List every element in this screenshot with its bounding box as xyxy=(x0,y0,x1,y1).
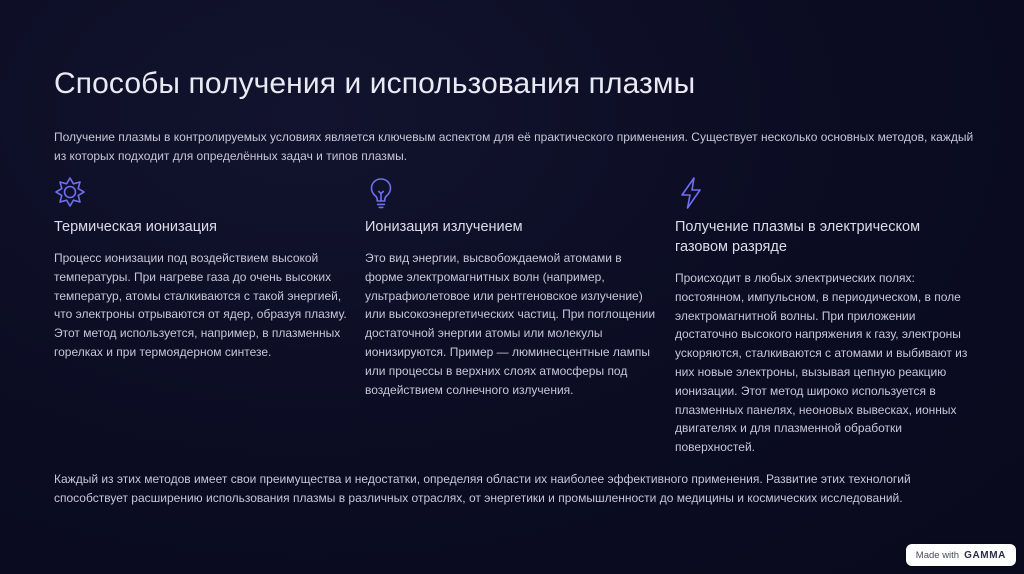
method-description: Это вид энергии, высвобождаемой атомами в форме электромагнитных волн (например, ультрафиолетовое или рентгеновское излучение) или высокоэнергетических частиц. При поглощении достаточной энергии атомы или молекулы ионизируются. Пример — люминесцентные лампы или процессы в верхних слоях атмосферы под воздействием солнечного излучения. xyxy=(365,251,656,397)
method-column-discharge xyxy=(675,176,975,457)
intro-paragraph: Получение плазмы в контролируемых условиях является ключевым аспектом для её практического применения. Существует несколько основных методов, каждый из которых подходит для определённых задач и типов плазмы. xyxy=(54,130,974,163)
method-column-thermal xyxy=(54,176,354,362)
method-title: Ионизация излучением xyxy=(365,219,523,235)
method-column-radiation xyxy=(365,176,665,399)
lightbulb-icon xyxy=(365,176,397,210)
method-title: Термическая ионизация xyxy=(54,219,217,235)
method-description: Процесс ионизации под воздействием высокой температуры. При нагреве газа до очень высоких температур, атомы сталкиваются с такой энергией, что электроны отрываются от ядер, образуя плазму. Этот метод используется, например, в плазменных горелках и при термоядерном синтезе. xyxy=(54,251,347,359)
method-title: Получение плазмы в электрическом газовом разряде xyxy=(675,219,921,255)
slide-title: Способы получения и использования плазмы xyxy=(54,67,696,100)
made-with-gamma-badge[interactable] xyxy=(906,544,1016,566)
badge-prefix-text: Made with xyxy=(915,549,960,561)
conclusion-paragraph: Каждый из этих методов имеет свои преимущества и недостатки, определяя области их наиболее эффективного применения. Развитие этих технологий способствует расширению использования плазмы в различных отраслях, от энергетики и промышленности до медицины и космических исследований. xyxy=(54,472,911,505)
sun-icon xyxy=(54,176,86,210)
lightning-bolt-icon xyxy=(675,176,707,210)
method-description: Происходит в любых электрических полях: постоянном, импульсном, в периодическом, в поле электромагнитной волны. При приложении достаточно высокого напряжения к газу, электроны ускоряются, сталкиваются с атомами и выбивают из них новые электроны, вызывая цепную реакцию ионизации. Этот метод широко используется в плазменных панелях, неоновых вывесках, ионных двигателях и для плазменной обработки поверхностей. xyxy=(675,271,968,455)
gamma-logo: GAMMA xyxy=(964,549,1006,561)
